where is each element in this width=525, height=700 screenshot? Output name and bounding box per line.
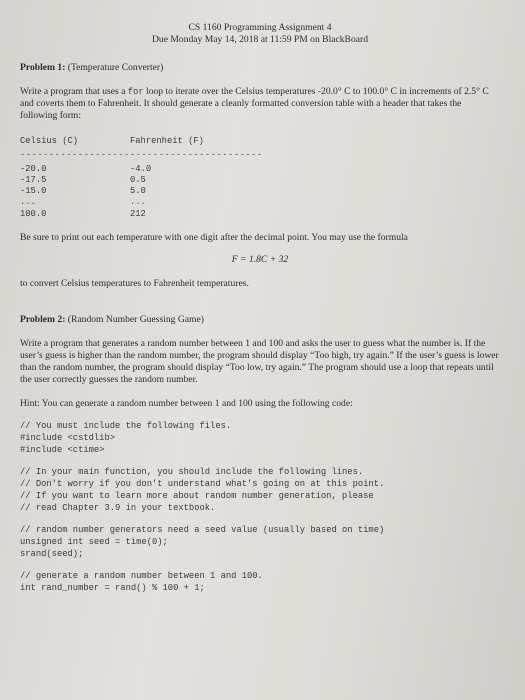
code-line: // generate a random number between 1 and 100. <box>20 571 263 581</box>
table-row <box>20 209 500 220</box>
code-line: // If you want to learn more about random number generation, please <box>20 491 374 501</box>
celsius-header: Celsius (C) <box>20 136 79 146</box>
fahrenheit-header: Fahrenheit (F) <box>130 136 204 146</box>
problem1-title: (Temperature Converter) <box>65 62 164 73</box>
document-header <box>20 22 500 46</box>
ellipsis: ... <box>20 197 36 207</box>
precision-note: Be sure to print out each temperature with one digit after the decimal point. You may use the formula <box>20 232 408 243</box>
table-ellipsis-row <box>20 197 500 209</box>
code-line: // read Chapter 3.9 in your textbook. <box>20 503 216 513</box>
problem1-heading <box>20 62 500 74</box>
table-row <box>20 164 500 175</box>
code-line: #include <ctime> <box>20 445 105 455</box>
code-line: unsigned int seed = time(0); <box>20 537 168 547</box>
code-line: #include <cstdlib> <box>20 433 116 443</box>
code-line: // Don't worry if you don't understand what's going on at this point. <box>20 479 385 489</box>
formula-usage: to convert Celsius temperatures to Fahrenheit temperatures. <box>20 278 249 289</box>
code-snippet <box>20 420 500 594</box>
code-line: // In your main function, you should include the following lines. <box>20 467 364 477</box>
fahrenheit-cell: 212 <box>130 209 146 219</box>
for-keyword: for <box>127 87 144 97</box>
problem2-title: (Random Number Guessing Game) <box>65 314 204 325</box>
problem2-label: Problem 2: <box>20 314 66 325</box>
conversion-table-sample <box>20 136 500 220</box>
fahrenheit-cell: 0.5 <box>130 175 146 185</box>
celsius-cell: -15.0 <box>20 186 47 196</box>
celsius-cell: -20.0 <box>20 164 47 174</box>
problem1-description <box>20 86 500 122</box>
table-row <box>20 186 500 197</box>
problem1-desc-start: Write a program that uses a <box>20 86 128 97</box>
table-divider: ------------------------------------------ <box>20 150 263 160</box>
ellipsis: ... <box>130 197 146 207</box>
code-line: // random number generators need a seed value (usually based on time) <box>20 525 385 535</box>
problem2-description: Write a program that generates a random number between 1 and 100 and asks the user to guess what the number is. If the user’s guess is higher than the random number, the program should display “Too high, try again.” If the user’s guess is lower than the random number, the program should display “Too low, try again.” The program should use a loop that repeats until the user correctly guesses the random number. <box>20 338 499 385</box>
table-row <box>20 175 500 186</box>
code-line: int rand_number = rand() % 100 + 1; <box>20 583 205 593</box>
celsius-cell: -17.5 <box>20 175 47 185</box>
fahrenheit-cell: 5.0 <box>130 186 146 196</box>
hint-text: Hint: You can generate a random number between 1 and 100 using the following code: <box>20 398 353 409</box>
code-line: // You must include the following files. <box>20 421 232 431</box>
due-date: Due Monday May 14, 2018 at 11:59 PM on BlackBoard <box>151 34 368 45</box>
conversion-formula: F = 1.8C + 32 <box>231 254 289 265</box>
fahrenheit-cell: -4.0 <box>130 164 152 174</box>
celsius-cell: 100.0 <box>20 209 47 219</box>
course-title: CS 1160 Programming Assignment 4 <box>188 22 332 33</box>
problem1-label: Problem 1: <box>20 62 66 73</box>
table-header-row <box>20 136 500 147</box>
assignment-document <box>20 0 500 594</box>
problem1-desc-end: loop to iterate over the Celsius temperatures -20.0° C to 100.0° C in increments of 2.5° C and coverts them to Fahrenheit. It should generate a cleanly formatted conversion table with a header that takes the following form: <box>20 86 489 121</box>
code-line: srand(seed); <box>20 549 84 559</box>
problem2-heading <box>20 314 500 326</box>
